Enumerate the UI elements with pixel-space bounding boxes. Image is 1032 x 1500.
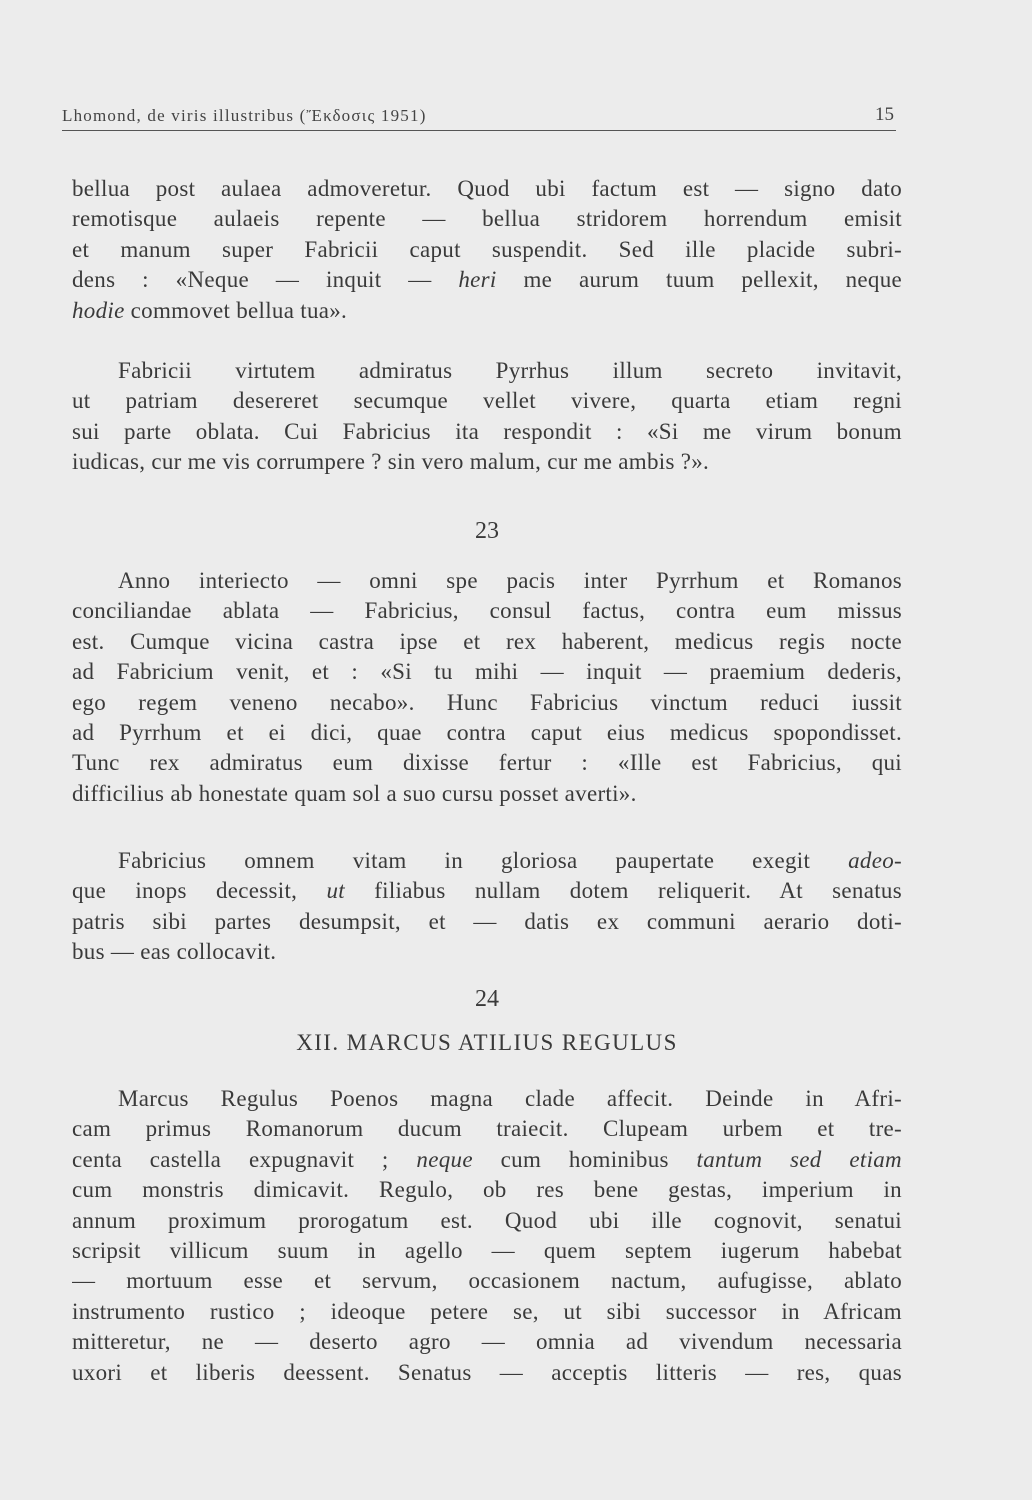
italic-word: heri (458, 267, 497, 293)
text-line: cum monstris dimicavit. Regulo, ob res bene gestas, imperium in (72, 1177, 902, 1203)
text-line: ego regem veneno necabo». Hunc Fabricius vinctum reduci iussit (72, 689, 902, 715)
text-line: centa castella expugnavit ; neque cum hominibus tantum sed etiam (72, 1146, 902, 1172)
italic-word: neque (416, 1146, 473, 1172)
text-line: et manum super Fabricii caput suspendit. Sed ille placide subri- (72, 236, 902, 262)
italic-word: adeo- (848, 848, 902, 873)
paragraph-chapter-23 (72, 566, 902, 809)
text-line: Fabricii virtutem admiratus Pyrrhus illum secreto invitavit, (118, 358, 902, 383)
text-line: sui parte oblata. Cui Fabricius ita respondit : «Si me virum bonum (72, 418, 902, 444)
italic-phrase: tantum sed etiam (696, 1146, 902, 1172)
page-number: 15 (875, 104, 894, 125)
text-line: hodie commovet bellua tua». (72, 297, 348, 323)
text-line: est. Cumque vicina castra ipse et rex haberent, medicus regis nocte (72, 628, 902, 654)
paragraph-continuation (72, 174, 902, 326)
text-line: difficilius ab honestate quam sol a suo cursu posset averti». (72, 780, 637, 806)
paragraph-regulus (72, 1084, 902, 1388)
text-line: ad Fabricium venit, et : «Si tu mihi — inquit — praemium dederis, (72, 659, 902, 685)
running-header (62, 104, 896, 131)
text-line: uxori et liberis deessent. Senatus — acceptis litteris — res, quas (72, 1359, 902, 1385)
italic-word: hodie (72, 297, 125, 323)
text-line: Tunc rex admiratus eum dixisse fertur : «Ille est Fabricius, qui (72, 750, 902, 776)
text-line: instrumento rustico ; ideoque petere se, ut sibi successor in Africam (72, 1298, 902, 1324)
text-line: bus — eas collocavit. (72, 939, 277, 965)
text-line: remotisque aulaeis repente — bellua stridorem horrendum emisit (72, 206, 902, 232)
text-line: ut patriam desereret secumque vellet vivere, quarta etiam regni (72, 388, 902, 414)
text-line: dens : «Neque — inquit — heri me aurum tuum pellexit, neque (72, 267, 902, 293)
paragraph-fabricius-poverty (72, 846, 902, 968)
chapter-number-24: 24 (475, 986, 499, 1012)
text-line: conciliandae ablata — Fabricius, consul factus, contra eum missus (72, 598, 902, 624)
text-line: que inops decessit, ut filiabus nullam dotem reliquerit. At senatus (72, 878, 902, 904)
paragraph-fabricius-virtue (72, 356, 902, 478)
text-line: Fabricius omnem vitam in gloriosa paupertate exegit adeo- (118, 848, 902, 873)
text-line: cam primus Romanorum ducum traiecit. Clupeam urbem et tre- (72, 1116, 902, 1142)
chapter-number-23: 23 (475, 518, 499, 544)
text-line: patris sibi partes desumpsit, et — datis ex communi aerario doti- (72, 908, 902, 934)
italic-word: ut (326, 878, 345, 904)
text-line: mitteretur, ne — deserto agro — omnia ad vivendum necessaria (72, 1329, 902, 1355)
text-line: scripsit villicum suum in agello — quem septem iugerum habebat (72, 1237, 902, 1263)
text-line: annum proximum prorogatum est. Quod ubi ille cognovit, senatui (72, 1207, 902, 1233)
text-line: iudicas, cur me vis corrumpere ? sin vero malum, cur me ambis ?». (72, 449, 710, 475)
text-line: ad Pyrrhum et ei dici, quae contra caput eius medicus spopondisset. (72, 719, 902, 745)
text-line: Anno interiecto — omni spe pacis inter Pyrrhum et Romanos (118, 568, 902, 593)
running-header-title: Lhomond, de viris illustribus (Ἔκδοσις 1951) (62, 106, 427, 125)
section-heading: XII. MARCUS ATILIUS REGULUS (296, 1030, 678, 1055)
text-line: Marcus Regulus Poenos magna clade affecit. Deinde in Afri- (118, 1086, 902, 1111)
text-line: bellua post aulaea admoveretur. Quod ubi factum est — signo dato (72, 176, 902, 201)
text-line: — mortuum esse et servum, occasionem nactum, aufugisse, ablato (72, 1268, 902, 1294)
